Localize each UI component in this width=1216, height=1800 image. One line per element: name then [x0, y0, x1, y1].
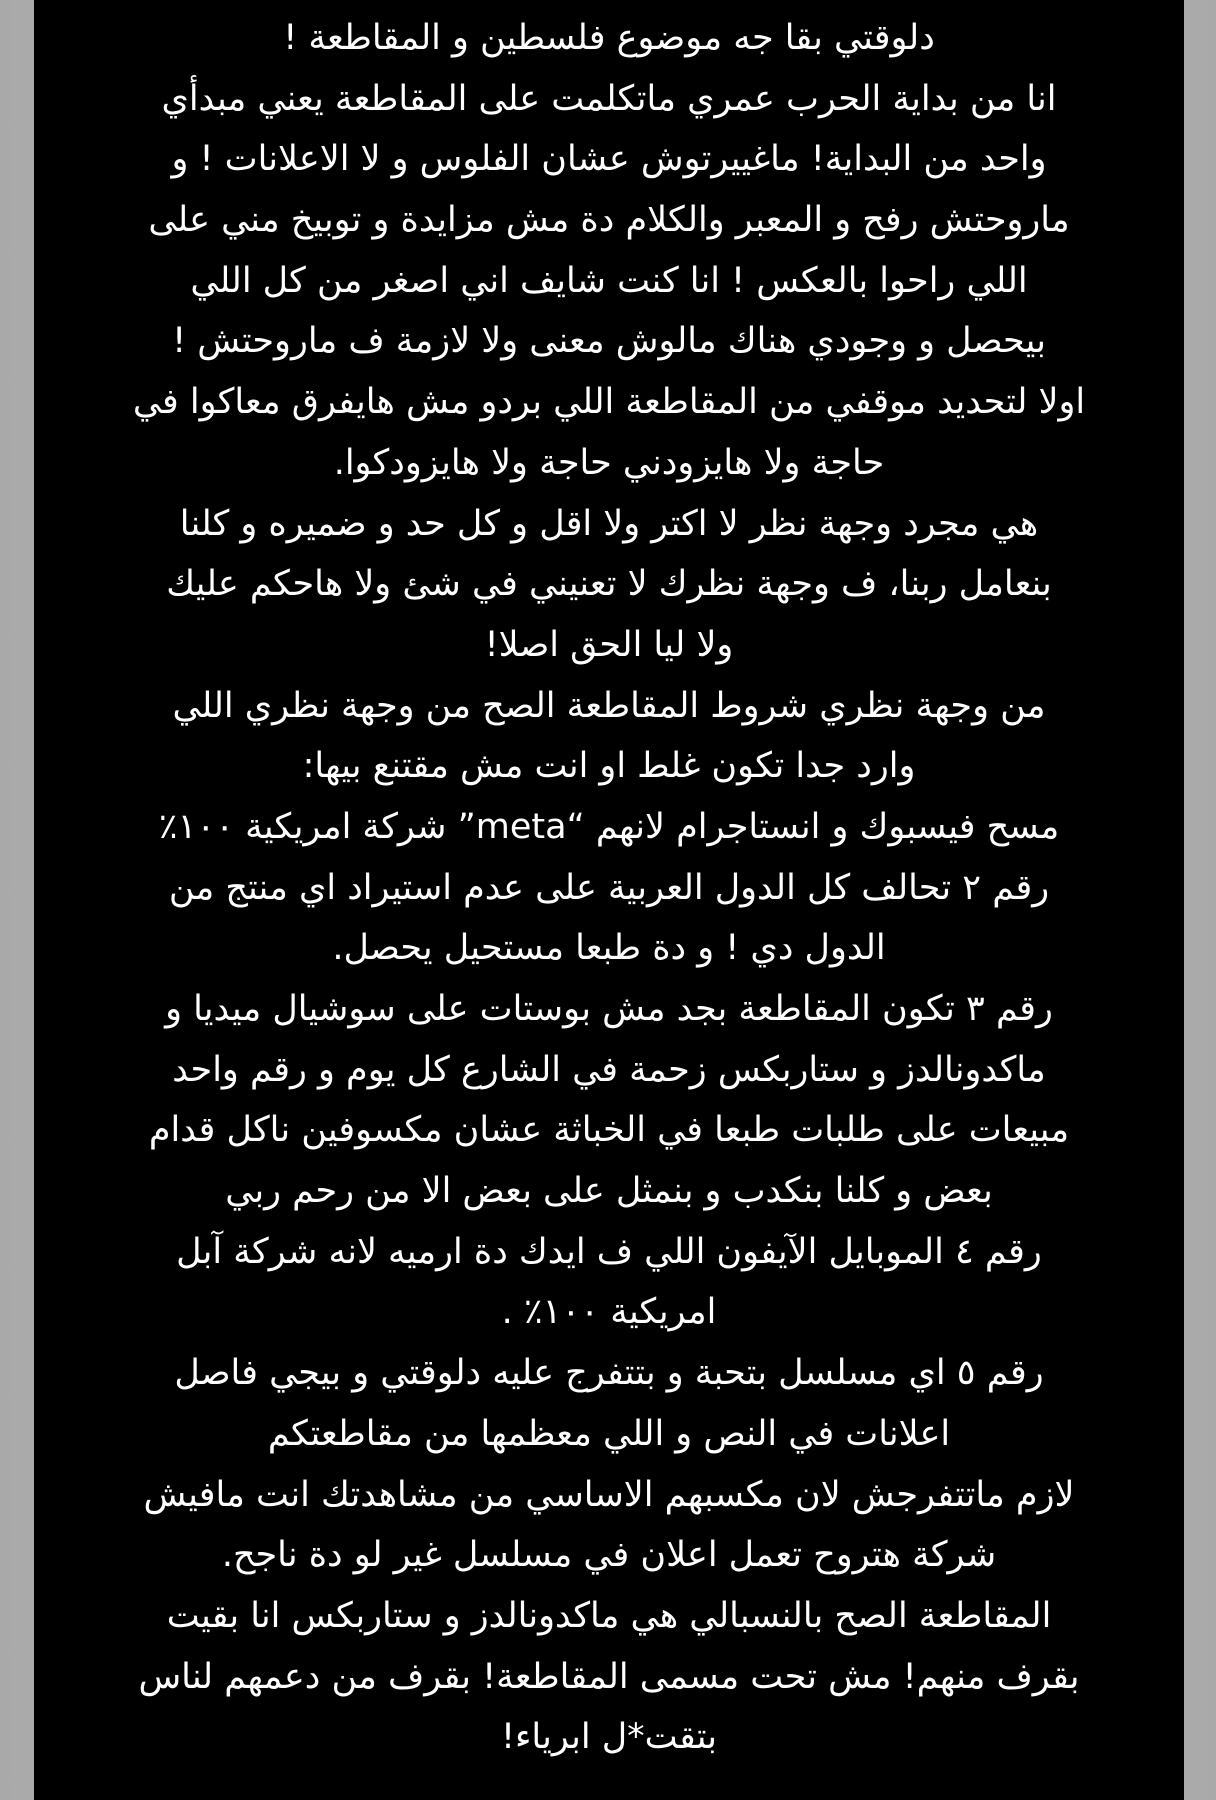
story-line-text: من وجهة نظري شروط المقاطعة الصح من وجهة نظري اللي [172, 685, 1046, 726]
story-line [74, 1040, 1144, 1101]
story-line [74, 1100, 1144, 1161]
story-line-text: بنعامل ربنا، ف وجهة نظرك لا تعنيني في شئ ولا هاحكم عليك [166, 564, 1052, 605]
story-line-text: المقاطعة الصح بالنسبالي هي ماكدونالدز و ستاربكس انا بقيت [166, 1595, 1052, 1636]
story-line-text: دلوقتي بقا جه موضوع فلسطين و المقاطعة ! [283, 18, 935, 58]
story-line-text: مبيعات على طلبات طبعا في الخباثة عشان مكسوفين ناكل قدام [148, 1110, 1070, 1151]
story-line [74, 69, 1144, 130]
story-text-block [74, 8, 1144, 1768]
story-line [74, 1222, 1144, 1283]
story-line [74, 494, 1144, 555]
story-line-text: ماروحتش رفح و المعبر والكلام دة مش مزايدة و توبيخ مني على [148, 200, 1070, 241]
story-card [34, 0, 1184, 1800]
story-line-text: هي مجرد وجهة نظر لا اكتر ولا اقل و كل حد و ضميره و كلنا [179, 503, 1039, 544]
story-line-text: امريكية ١٠٠٪ . [501, 1292, 717, 1333]
story-line [74, 1343, 1144, 1404]
story-line-text: بيحصل و وجودي هناك مالوش معنى ولا لازمة ف ماروحتش ! [172, 321, 1046, 362]
story-line [74, 129, 1144, 190]
story-line [74, 554, 1144, 615]
story-line [74, 736, 1144, 797]
story-line [74, 372, 1144, 433]
story-line [74, 676, 1144, 737]
story-line [74, 615, 1144, 676]
story-line [74, 251, 1144, 312]
story-line-text: شركة هتروح تعمل اعلان في مسلسل غير لو دة ناجح. [221, 1535, 997, 1576]
story-line [74, 1161, 1144, 1222]
story-line-text: بتقت*ل ابرياء! [500, 1717, 718, 1758]
story-line [74, 1707, 1144, 1768]
story-line [74, 190, 1144, 251]
story-line-text: رقم ٢ تحالف كل الدول العربية على عدم استيراد اي منتج من [168, 867, 1050, 908]
story-line [74, 1404, 1144, 1465]
story-line [74, 1282, 1144, 1343]
story-line-text: لازم ماتتفرجش لان مكسبهم الاساسي من مشاهدتك انت مافيش [143, 1474, 1075, 1515]
story-line [74, 433, 1144, 494]
story-line-text: وارد جدا تكون غلط او انت مش مقتنع بيها: [302, 746, 916, 787]
story-line [74, 1647, 1144, 1708]
story-line-text: ولا ليا الحق اصلا! [484, 624, 734, 665]
story-line-text: اعلانات في النص و اللي معظمها من مقاطعتكم [267, 1413, 951, 1454]
story-line-text: مسح فيسبوك و انستاجرام لانهم “meta” شركة امريكية ١٠٠٪ [158, 806, 1060, 847]
story-line-text: رقم ٤ الموبايل الآيفون اللي ف ايدك دة ارميه لانه شركة آبل [176, 1231, 1042, 1272]
story-line-text: اولا لتحديد موقفي من المقاطعة اللي بردو مش هايفرق معاكوا في [132, 382, 1086, 423]
story-line [74, 8, 1144, 69]
story-line [74, 311, 1144, 372]
story-line-text: رقم ٣ تكون المقاطعة بجد مش بوستات على سوشيال ميديا و [165, 989, 1053, 1029]
story-line [74, 858, 1144, 919]
story-line-text: الدول دي ! و دة طبعا مستحيل يحصل. [332, 928, 886, 969]
story-line-text: بقرف منهم! مش تحت مسمى المقاطعة! بقرف من دعمهم لناس [138, 1656, 1080, 1697]
story-line [74, 979, 1144, 1040]
story-line-text: اللي راحوا بالعكس ! انا كنت شايف اني اصغر من كل اللي [190, 260, 1028, 301]
story-line-text: ماكدونالدز و ستاربكس زحمة في الشارع كل يوم و رقم واحد [172, 1049, 1046, 1090]
story-line-text: حاجة ولا هايزودني حاجة ولا هايزودكوا. [333, 442, 885, 483]
story-line [74, 918, 1144, 979]
story-line [74, 1465, 1144, 1526]
story-line-text: واحد من البداية! ماغييرتوش عشان الفلوس و لا الاعلانات ! و [171, 139, 1047, 180]
story-line-text: انا من بداية الحرب عمري ماتكلمت على المقاطعة يعني مبدأي [161, 78, 1057, 119]
story-line [74, 797, 1144, 858]
story-line [74, 1525, 1144, 1586]
story-line-text: رقم ٥ اي مسلسل بتحبة و بتتفرج عليه دلوقتي و بيجي فاصل [174, 1353, 1044, 1394]
story-line [74, 1586, 1144, 1647]
story-line-text: بعض و كلنا بنكدب و بنمثل على بعض الا من رحم ربي [225, 1171, 993, 1212]
